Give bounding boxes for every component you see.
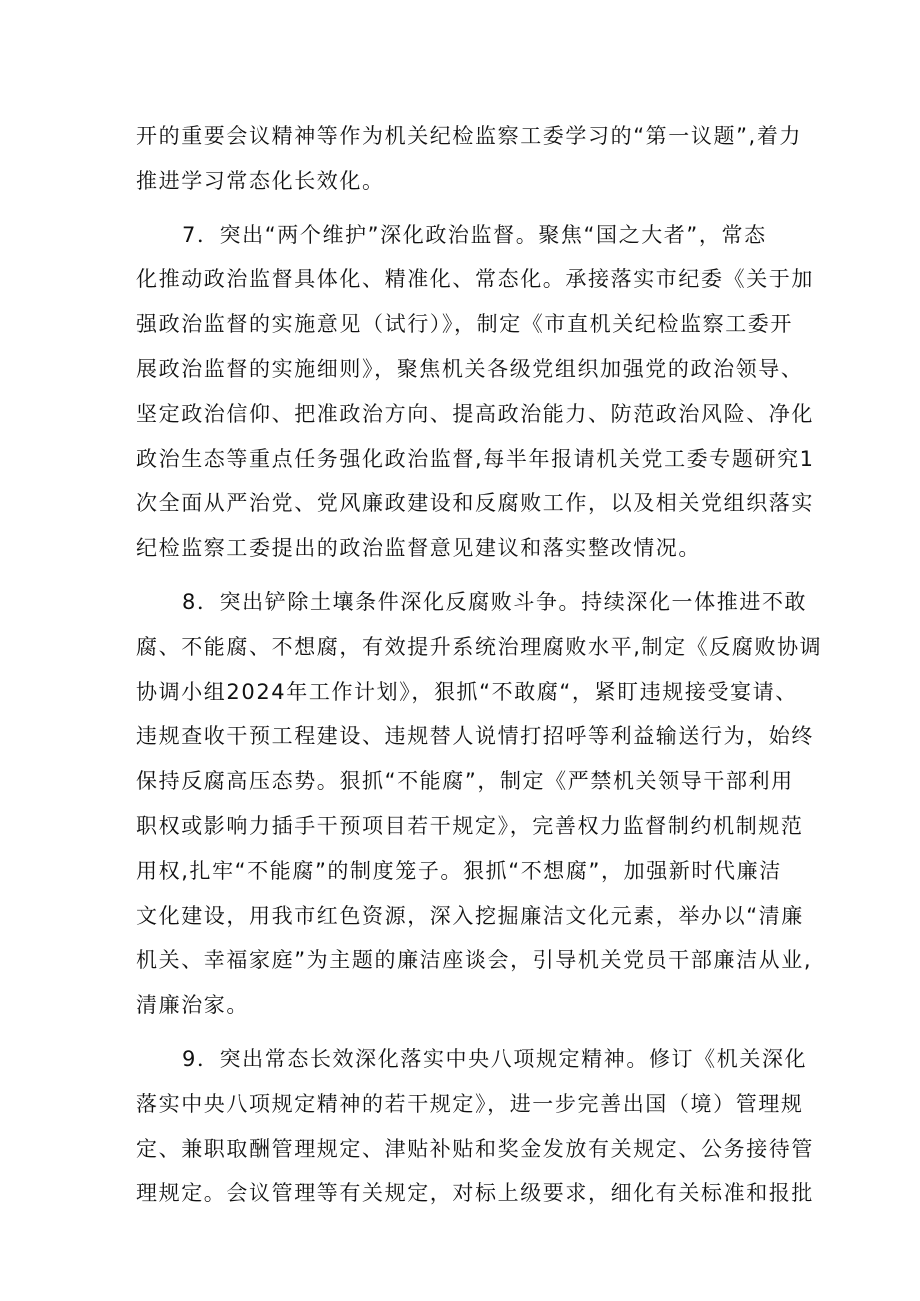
document-body — [136, 114, 823, 1216]
text-line: 违规查收干预工程建设、违规替人说情打招呼等利益输送行为，始终 — [136, 724, 814, 749]
text-line: 腐、不能腐、不想腐，有效提升系统治理腐败水平,制定《反腐败协调 — [136, 634, 823, 659]
text-line: 协调小组2024年工作计划》，狠抓“不敢腐“，紧盯违规接受宴请、 — [136, 679, 798, 704]
text-line: 落实中央八项规定精神的若干规定》，进一步完善出国（境）管理规 — [136, 1091, 804, 1116]
text-line: 职权或影响力插手干预项目若干规定》，完善权力监督制约机制规范 — [136, 813, 804, 838]
text-line: 坚定政治信仰、把准政治方向、提高政治能力、防范政治风险、净化 — [136, 401, 814, 426]
paragraph-item-9-eight-point-rules — [136, 1037, 814, 1216]
text-line: 文化建设，用我市红色资源，深入挖掘廉洁文化元素，举办以“清廉 — [136, 903, 804, 928]
text-line: 次全面从严治党、党风廉政建设和反腐败工作，以及相关党组织落实 — [136, 491, 814, 516]
text-line: 强政治监督的实施意见（试行）》，制定《市直机关纪检监察工委开 — [136, 312, 793, 337]
text-line: 纪检监察工委提出的政治监督意见建议和落实整改情况。 — [136, 536, 701, 561]
text-line: 理规定。会议管理等有关规定，对标上级要求，细化有关标准和报批 — [136, 1181, 814, 1206]
text-line: 用权,扎牢“不能腐”的制度笼子。狠抓“不想腐”，加强新时代廉洁 — [136, 858, 782, 883]
text-line: 8．突出铲除土壤条件深化反腐败斗争。持续深化一体推进不敢 — [182, 589, 808, 614]
text-line: 开的重要会议精神等作为机关纪检监察工委学习的“第一议题”,着力 — [136, 124, 803, 148]
text-line: 展政治监督的实施细则》，聚焦机关各级党组织加强党的政治领导、 — [136, 356, 804, 381]
text-line: 清廉治家。 — [136, 993, 249, 1018]
paragraph-item-8-anti-corruption — [136, 580, 823, 1028]
text-line: 化推动政治监督具体化、精准化、常态化。承接落实市纪委《关于加 — [136, 267, 814, 292]
text-line: 政治生态等重点任务强化政治监督,每半年报请机关党工委专题研究1 — [136, 446, 815, 471]
text-line: 推进学习常态化长效化。 — [136, 168, 385, 193]
text-line: 9．突出常态长效深化落实中央八项规定精神。修订《机关深化 — [182, 1046, 808, 1071]
text-line: 保持反腐高压态势。狠抓“不能腐”，制定《严禁机关领导干部利用 — [136, 769, 794, 794]
text-line: 定、兼职取酬管理规定、津贴补贴和奖金发放有关规定、公务接待管 — [136, 1136, 814, 1161]
paragraph-item-7-political-supervision — [136, 213, 815, 571]
text-line: 机关、幸福家庭”为主题的廉洁座谈会，引导机关党员干部廉洁从业, — [136, 948, 813, 973]
paragraph-continued-study — [136, 114, 803, 204]
text-line: 7．突出“两个维护”深化政治监督。聚焦“国之大者”，常态 — [182, 222, 767, 247]
